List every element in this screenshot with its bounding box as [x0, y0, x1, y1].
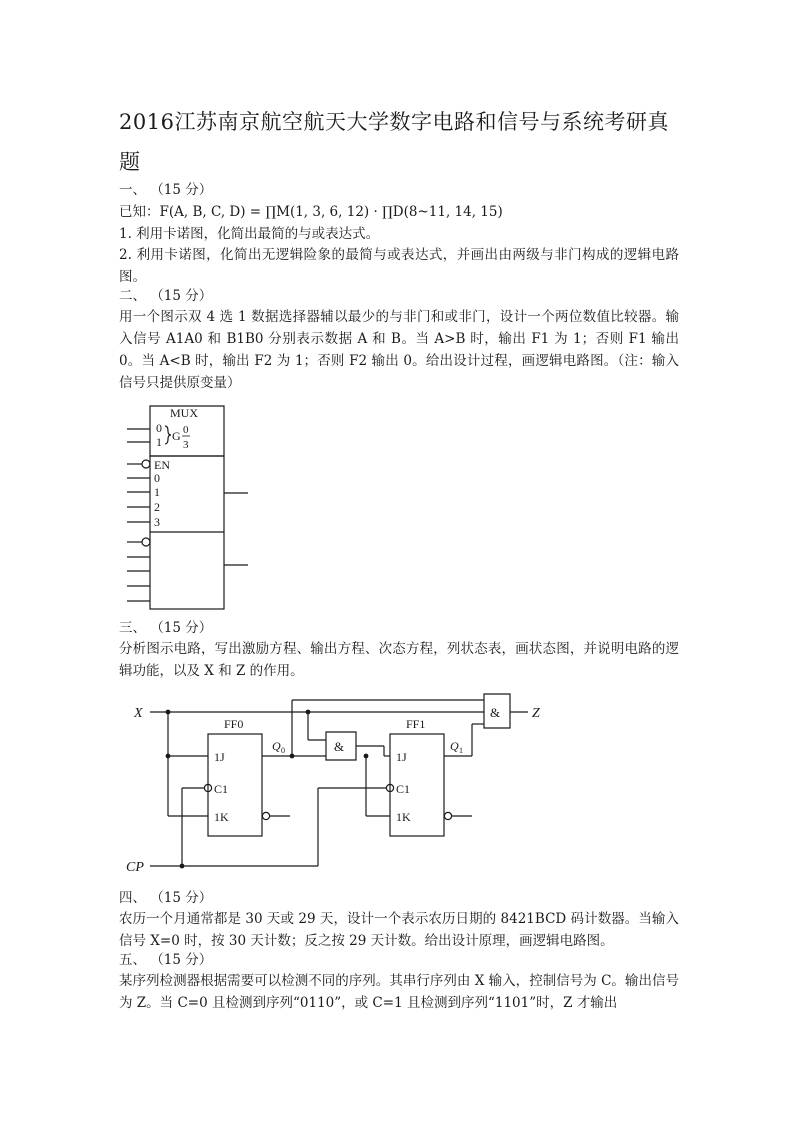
svg-text:1J: 1J: [214, 750, 225, 764]
q4-text: 农历一个月通常都是 30 天或 29 天，设计一个表示农历日期的 8421BCD 码计数器。当输入信号 X=0 时，按 30 天计数；反之按 29 天计数。给出设计原理，画逻辑电路图。: [119, 911, 679, 949]
svg-text:C1: C1: [214, 782, 229, 796]
svg-text:2: 2: [154, 500, 160, 514]
q4-heading: 四、 （15 分）: [119, 890, 213, 906]
q2-heading: 二、 （15 分）: [119, 288, 213, 304]
q5-heading: 五、 （15 分）: [119, 952, 213, 968]
q1-label: Q: [450, 739, 459, 753]
q2-text: 用一个图示双 4 选 1 数据选择器辅以最少的与非门和或非门，设计一个两位数值比较器。输入信号 A1A0 和 B1B0 分别表示数据 A 和 B。当 A>B 时，输出 F1 为 1；否则 F1 输出 0。当 A<B 时，输出 F2 为 1；否则 F2 输出 0。给出设计过程，画逻辑电路图。（注：输入信号只提供原变量）: [119, 309, 679, 391]
enable-bubble-icon: [142, 538, 150, 546]
svg-text:1: 1: [156, 435, 162, 449]
input-x-label: X: [134, 706, 143, 721]
svg-text:1J: 1J: [396, 750, 407, 764]
svg-text:&: &: [490, 705, 501, 720]
q1-item1: 1. 利用卡诺图，化简出最简的与或表达式。: [119, 226, 380, 242]
q1-item2: 2. 利用卡诺图，化简出无逻辑险象的最简与或表达式，并画出由两级与非门构成的逻辑电路图。: [119, 247, 679, 285]
ff1-label: FF1: [406, 717, 426, 731]
enable-bubble-icon: [142, 460, 150, 468]
q5-text: 某序列检测器根据需要可以检测不同的序列。其串行序列由 X 输入，控制信号为 C。输出信号为 Z。当 C=0 且检测到序列“0110”，或 C=1 且检测到序列“1101”时，Z 才输出: [119, 973, 679, 1011]
q1-heading: 一、 （15 分）: [119, 182, 213, 198]
enable-label: EN: [154, 458, 170, 472]
svg-text:1: 1: [459, 746, 463, 755]
sequential-circuit-diagram: [120, 688, 560, 883]
q0-label: Q: [272, 739, 281, 753]
svg-text:1K: 1K: [396, 810, 411, 824]
svg-text:0: 0: [156, 421, 162, 435]
svg-text:0: 0: [281, 746, 285, 755]
svg-text:&: &: [334, 739, 345, 754]
svg-text:G: G: [172, 429, 181, 443]
svg-text:C1: C1: [396, 782, 411, 796]
document-title-continued: 题: [119, 150, 140, 174]
mux-title: MUX: [170, 406, 199, 420]
q3-text: 分析图示电路，写出激励方程、输出方程、次态方程，列状态表，画状态图，并说明电路的逻辑功能，以及 X 和 Z 的作用。: [119, 641, 679, 679]
clock-cp-label: CP: [126, 860, 144, 875]
ff0-label: FF0: [224, 717, 244, 731]
output-z-label: Z: [532, 706, 540, 721]
q1-given: 已知：F(A, B, C, D) = ∏M(1, 3, 6, 12) · ∏D(8~11, 14, 15): [119, 204, 503, 220]
svg-text:0: 0: [183, 424, 189, 436]
svg-text:3: 3: [154, 515, 160, 529]
svg-text:0: 0: [154, 471, 160, 485]
svg-text:1K: 1K: [214, 810, 229, 824]
svg-text:1: 1: [154, 485, 160, 499]
svg-text:3: 3: [183, 439, 189, 451]
mux-diagram: [110, 398, 270, 614]
q3-heading: 三、 （15 分）: [119, 620, 213, 636]
document-title: 2016江苏南京航空航天大学数字电路和信号与系统考研真: [119, 110, 669, 134]
